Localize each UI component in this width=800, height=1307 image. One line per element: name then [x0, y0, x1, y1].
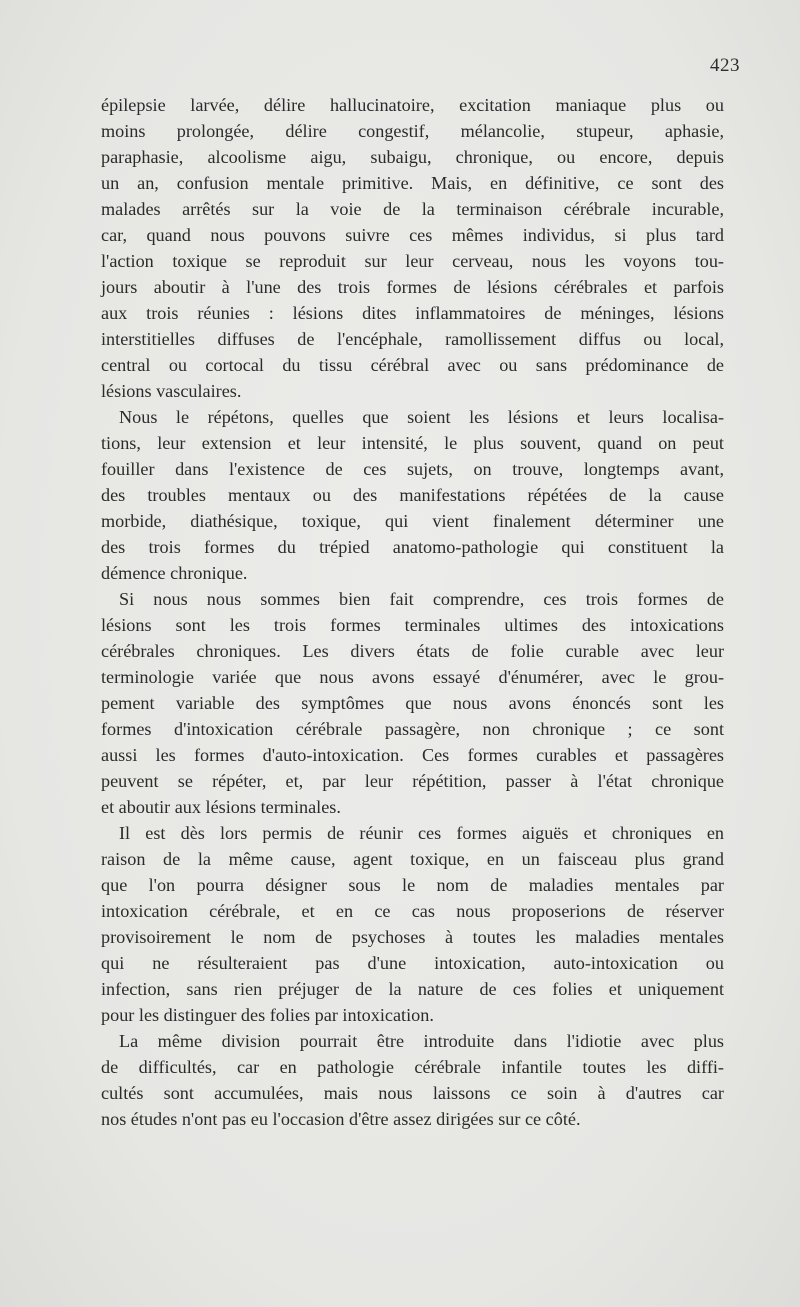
text-line: car, quand nous pouvons suivre ces mêmes individus, si plus tard [101, 225, 724, 245]
text-line: raison de la même cause, agent toxique, en un faisceau plus grand [101, 849, 724, 869]
text-line: paraphasie, alcoolisme aigu, subaigu, chronique, ou encore, depuis [101, 147, 724, 167]
text-line: interstitielles diffuses de l'encéphale, ramollissement diffus ou local, [101, 329, 724, 349]
text-line: provisoirement le nom de psychoses à toutes les maladies mentales [101, 927, 724, 947]
text-line: malades arrêtés sur la voie de la terminaison cérébrale incurable, [101, 199, 724, 219]
text-line: aussi les formes d'auto-intoxication. Ces formes curables et passagères [101, 745, 724, 765]
text-line: que l'on pourra désigner sous le nom de maladies mentales par [101, 875, 724, 895]
text-line: peuvent se répéter, et, par leur répétition, passer à l'état chronique [101, 771, 724, 791]
text-line: et aboutir aux lésions terminales. [101, 797, 341, 817]
text-line: lésions vasculaires. [101, 381, 242, 401]
text-line: moins prolongée, délire congestif, mélancolie, stupeur, aphasie, [101, 121, 724, 141]
text-line: terminologie variée que nous avons essayé d'énumérer, avec le grou- [101, 667, 724, 687]
text-line: nos études n'ont pas eu l'occasion d'être assez dirigées sur ce côté. [101, 1109, 581, 1129]
text-line: fouiller dans l'existence de ces sujets, on trouve, longtemps avant, [101, 459, 724, 479]
text-line: cérébrales chroniques. Les divers états de folie curable avec leur [101, 641, 724, 661]
text-line: démence chronique. [101, 563, 248, 583]
text-line: tions, leur extension et leur intensité, le plus souvent, quand on peut [101, 433, 724, 453]
text-line: intoxication cérébrale, et en ce cas nous proposerions de réserver [101, 901, 724, 921]
text-line: Si nous nous sommes bien fait comprendre, ces trois formes de [119, 589, 724, 609]
text-line: cultés sont accumulées, mais nous laissons ce soin à d'autres car [101, 1083, 724, 1103]
text-line: La même division pourrait être introduite dans l'idiotie avec plus [119, 1031, 724, 1051]
text-line: Il est dès lors permis de réunir ces formes aiguës et chroniques en [119, 823, 724, 843]
text-line: Nous le répétons, quelles que soient les lésions et leurs localisa- [119, 407, 724, 427]
text-line: lésions sont les trois formes terminales ultimes des intoxications [101, 615, 724, 635]
body-text [101, 92, 724, 1132]
text-line: pement variable des symptômes que nous avons énoncés sont les [101, 693, 724, 713]
text-line: épilepsie larvée, délire hallucinatoire, excitation maniaque plus ou [101, 95, 724, 115]
text-line: qui ne résulteraient pas d'une intoxication, auto-intoxication ou [101, 953, 724, 973]
text-line: l'action toxique se reproduit sur leur cerveau, nous les voyons tou- [101, 251, 724, 271]
text-line: jours aboutir à l'une des trois formes de lésions cérébrales et parfois [101, 277, 724, 297]
text-line: des trois formes du trépied anatomo-pathologie qui constituent la [101, 537, 724, 557]
text-line: formes d'intoxication cérébrale passagère, non chronique ; ce sont [101, 719, 724, 739]
text-line: pour les distinguer des folies par intoxication. [101, 1005, 434, 1025]
page-number: 423 [710, 55, 740, 76]
text-line: aux trois réunies : lésions dites inflammatoires de méninges, lésions [101, 303, 724, 323]
text-line: central ou cortocal du tissu cérébral avec ou sans prédominance de [101, 355, 724, 375]
text-line: des troubles mentaux ou des manifestations répétées de la cause [101, 485, 724, 505]
text-line: morbide, diathésique, toxique, qui vient finalement déterminer une [101, 511, 724, 531]
text-line: infection, sans rien préjuger de la nature de ces folies et uniquement [101, 979, 724, 999]
text-line: de difficultés, car en pathologie cérébrale infantile toutes les diffi- [101, 1057, 724, 1077]
text-line: un an, confusion mentale primitive. Mais, en définitive, ce sont des [101, 173, 724, 193]
